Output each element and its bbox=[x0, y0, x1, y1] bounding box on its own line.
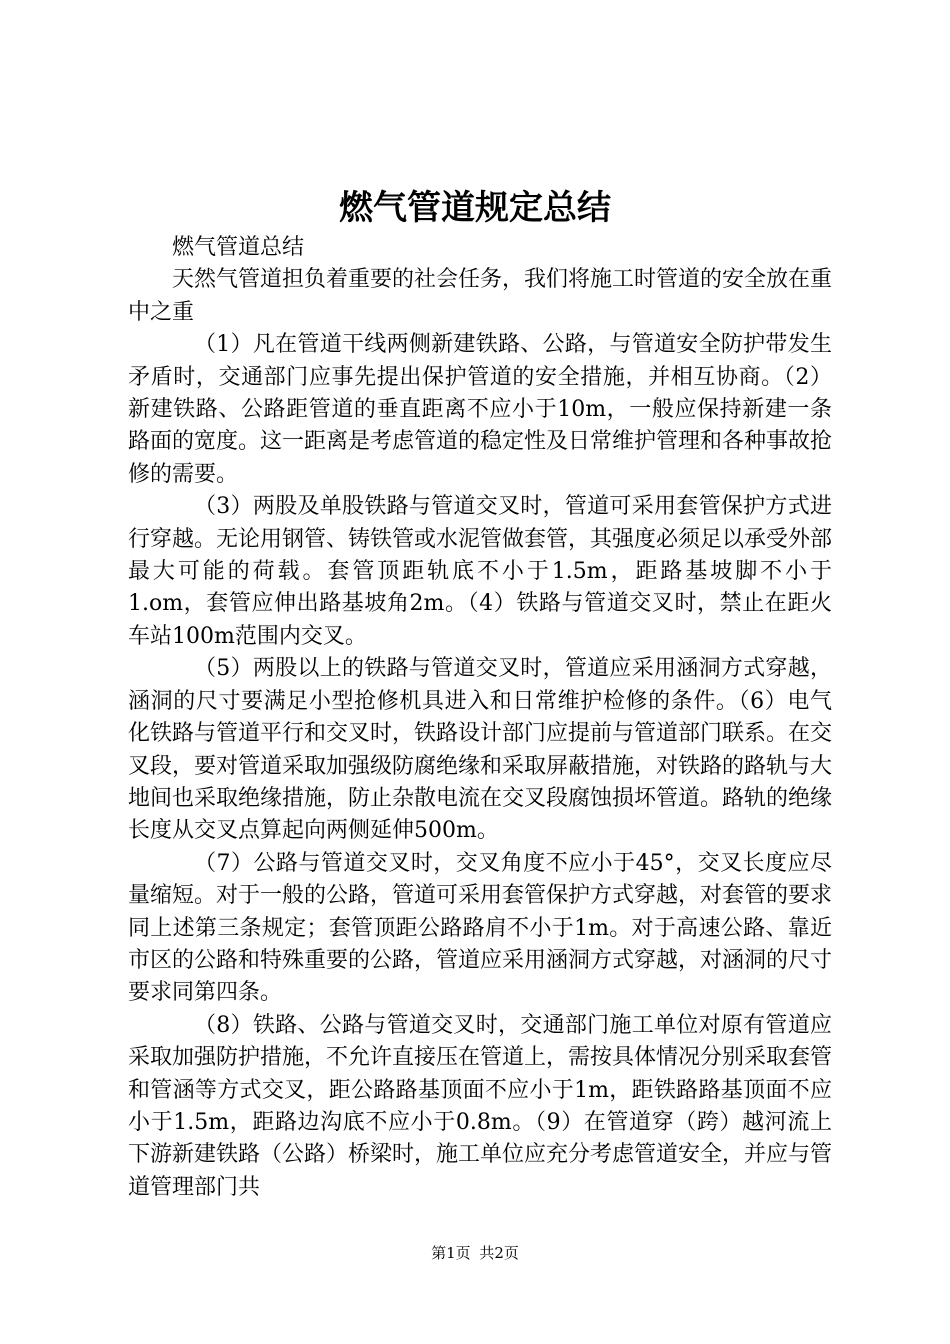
document-body bbox=[128, 232, 832, 1204]
rule-paragraph-8-9: （8）铁路、公路与管道交叉时，交通部门施工单位对原有管道应采取加强防护措施，不允许直接压在管道上，需按具体情况分别采取套管和管涵等方式交叉，距公路路基顶面不应小于1m，距铁路路基顶面不应小于1.5m，距路边沟底不应小于0.8m。（9）在管道穿（跨）越河流上下游新建铁路（公路）桥梁时，施工单位应充分考虑管道安全，并应与管道管理部门共 bbox=[128, 1012, 833, 1200]
rule-paragraph-7: （7）公路与管道交叉时，交叉角度不应小于45°，交叉长度应尽量缩短。对于一般的公路，管道可采用套管保护方式穿越，对套管的要求同上述第三条规定；套管顶距公路路肩不小于1m。对于高速公路、靠近市区的公路和特殊重要的公路，管道应采用涵洞方式穿越，对涵洞的尺寸要求同第四条。 bbox=[128, 850, 833, 1006]
rule-paragraph-3-4: （3）两股及单股铁路与管道交叉时，管道可采用套管保护方式进行穿越。无论用钢管、铸铁管或水泥管做套管，其强度必须足以承受外部最大可能的荷载。套管顶距轨底不小于1.5m，距路基坡脚不小于1.om，套管应伸出路基坡角2m。（4）铁路与管道交叉时，禁止在距火车站100m范围内交叉。 bbox=[128, 494, 833, 649]
intro-paragraph: 天然气管道担负着重要的社会任务，我们将施工时管道的安全放在重中之重 bbox=[128, 267, 833, 325]
page-number-footer: 第1页 共2页 bbox=[431, 1244, 519, 1262]
document-title: 燃气管道规定总结 bbox=[339, 188, 611, 228]
subtitle-paragraph: 燃气管道总结 bbox=[172, 235, 305, 260]
rule-paragraph-1-2: （1）凡在管道干线两侧新建铁路、公路，与管道安全防护带发生矛盾时，交通部门应事先提出保护管道的安全措施，并相互协商。（2）新建铁路、公路距管道的垂直距离不应小于10m，一般应保持新建一条路面的宽度。这一距离是考虑管道的稳定性及日常维护管理和各种事故抢修的需要。 bbox=[128, 332, 833, 487]
rule-paragraph-5-6: （5）两股以上的铁路与管道交叉时，管道应采用涵洞方式穿越，涵洞的尺寸要满足小型抢修机具进入和日常维护检修的条件。（6）电气化铁路与管道平行和交叉时，铁路设计部门应提前与管道部门联系。在交叉段，要对管道采取加强级防腐绝缘和采取屏蔽措施，对铁路的路轨与大地间也采取绝缘措施，防止杂散电流在交叉段腐蚀损坏管道。路轨的绝缘长度从交叉点算起向两侧延伸500m。 bbox=[128, 656, 833, 844]
